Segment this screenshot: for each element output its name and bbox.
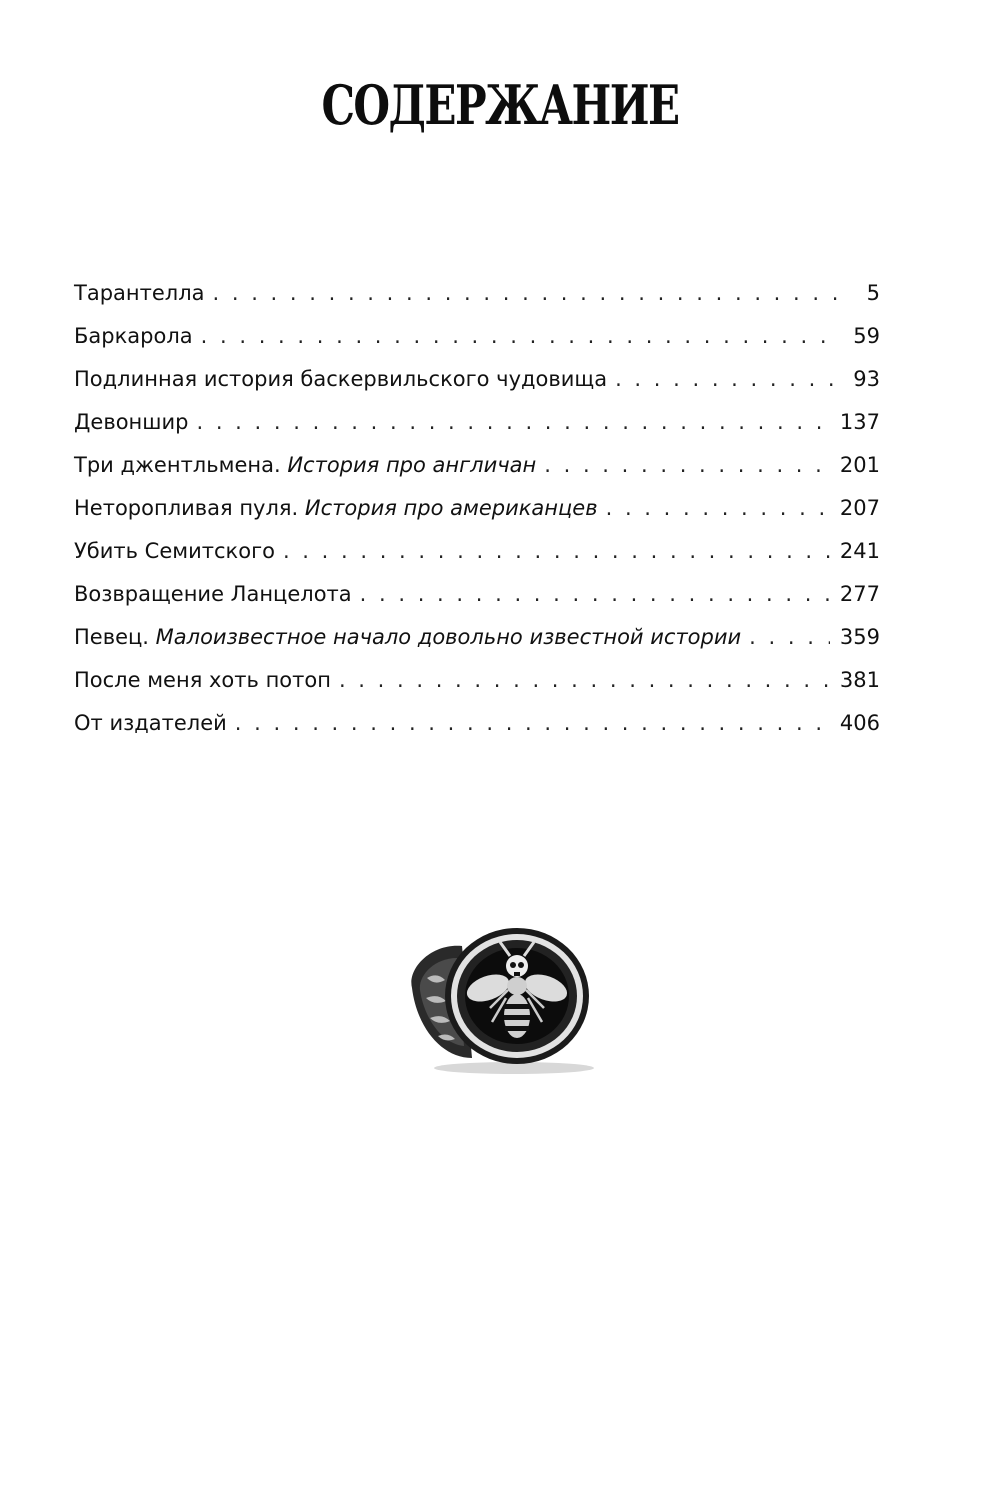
- dot-leader: [606, 487, 830, 530]
- dot-leader: [201, 315, 840, 358]
- toc-entry-title: [74, 487, 598, 530]
- toc-page-number: 137: [839, 410, 880, 434]
- toc-entry-7[interactable]: [74, 530, 880, 573]
- toc-entry-10[interactable]: [74, 659, 880, 702]
- dot-leader: [615, 358, 840, 401]
- dot-leader: [339, 659, 830, 702]
- toc-page-number: 201: [839, 453, 880, 477]
- toc-page-number: 5: [866, 281, 880, 305]
- toc-entry-subtitle: Малоизвестное начало довольно известной истории: [155, 625, 742, 649]
- toc-page-number: 277: [839, 582, 880, 606]
- toc-entry-title: [74, 444, 536, 487]
- toc-page-number: 381: [839, 668, 880, 692]
- toc-entry-title: Убить Семитского: [74, 539, 275, 563]
- toc-entry-title: Возвращение Ланцелота: [74, 582, 352, 606]
- toc-entry-title: Баркарола: [74, 324, 193, 348]
- page-title: СОДЕРЖАНИЕ: [321, 73, 679, 137]
- toc-entry-main-title: Неторопливая пуля.: [74, 496, 299, 520]
- toc-page-number: 359: [839, 625, 880, 649]
- dot-leader: [235, 702, 830, 745]
- dot-leader: [544, 444, 830, 487]
- toc-entry-title: От издателей: [74, 711, 227, 735]
- toc-entry-title: [74, 616, 741, 659]
- toc-entry-3[interactable]: [74, 358, 880, 401]
- toc-entry-5[interactable]: [74, 444, 880, 487]
- toc-page-number: 207: [839, 496, 880, 520]
- toc-entry-9[interactable]: [74, 616, 880, 659]
- dot-leader: [196, 401, 829, 444]
- toc-entry-4[interactable]: [74, 401, 880, 444]
- toc-entry-subtitle: История про англичан: [287, 453, 537, 477]
- toc-entry-title: Девоншир: [74, 410, 189, 434]
- toc-page-number: 406: [839, 711, 880, 735]
- toc-entry-2[interactable]: [74, 315, 880, 358]
- toc-page-number: 241: [839, 539, 880, 563]
- toc-entry-6[interactable]: [74, 487, 880, 530]
- toc-page-number: 59: [853, 324, 880, 348]
- toc-entry-11[interactable]: [74, 702, 880, 745]
- dot-leader: [360, 573, 830, 616]
- toc-page-number: 93: [853, 367, 880, 391]
- toc-entry-subtitle: История про американцев: [304, 496, 598, 520]
- dot-leader: [749, 616, 830, 659]
- dot-leader: [213, 272, 841, 315]
- toc-entry-title: После меня хоть потоп: [74, 668, 331, 692]
- toc-entry-1[interactable]: [74, 272, 880, 315]
- toc-entry-8[interactable]: [74, 573, 880, 616]
- table-of-contents: [74, 272, 880, 745]
- toc-entry-title: Подлинная история баскервильского чудовища: [74, 367, 608, 391]
- toc-entry-title: Тарантелла: [74, 281, 205, 305]
- dot-leader: [283, 530, 830, 573]
- toc-entry-main-title: Три джентльмена.: [74, 453, 281, 477]
- signet-ring-bee-skull-icon: [402, 918, 602, 1078]
- toc-entry-main-title: Певец.: [74, 625, 149, 649]
